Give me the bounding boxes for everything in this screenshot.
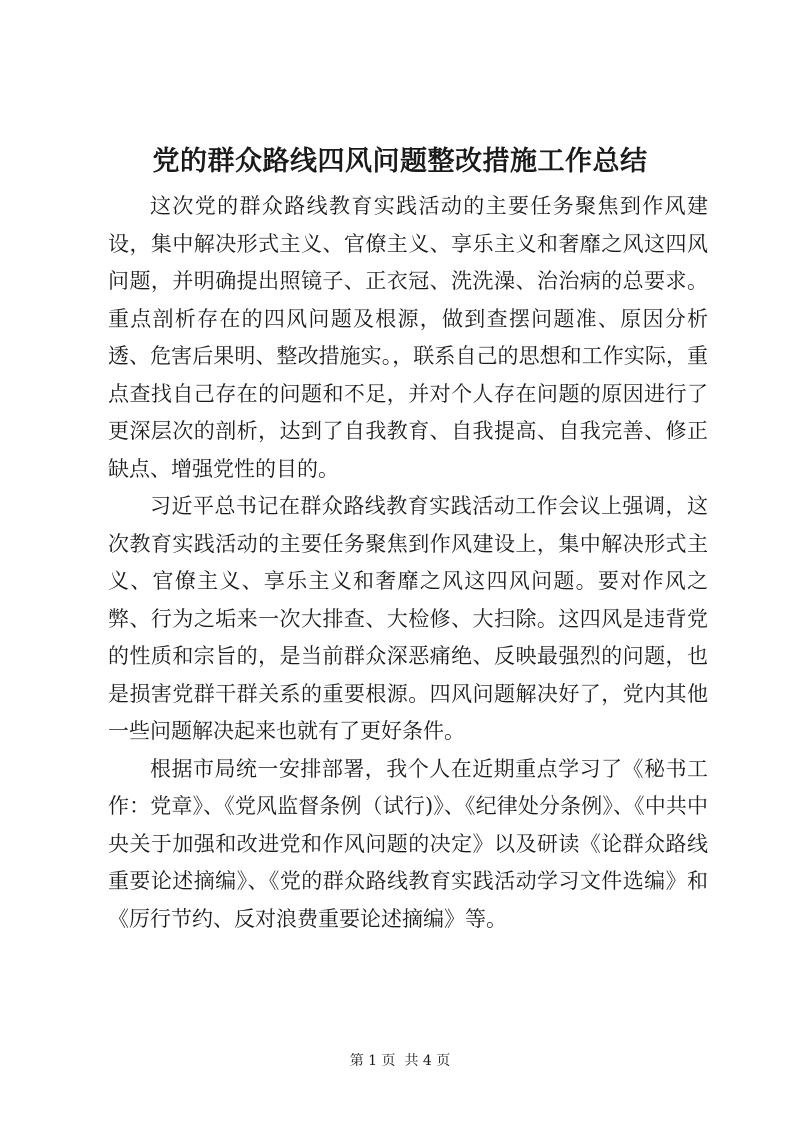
- paragraph-3: 根据市局统一安排部署，我个人在近期重点学习了《秘书工作：党章》、《党风监督条例（试行)》、《纪律处分条例》、《中共中央关于加强和改进党和作风问题的决定》以及研读《论群众路线重要论述摘编》、《党的群众路线教育实践活动学习文件选编》和《厉行节约、反对浪费重要论述摘编》等。: [108, 756, 708, 931]
- document-title: 党的群众路线四风问题整改措施工作总结: [152, 146, 648, 177]
- paragraph-2: 习近平总书记在群众路线教育实践活动工作会议上强调，这次教育实践活动的主要任务聚焦到作风建设上，集中解决形式主义、官僚主义、享乐主义和奢靡之风这四风问题。要对作风之弊、行为之垢来一次大排查、大检修、大扫除。这四风是违背党的性质和宗旨的，是当前群众深恶痛绝、反映最强烈的问题，也是损害党群干群关系的重要根源。四风问题解决好了，党内其他一些问题解决起来也就有了更好条件。: [108, 494, 708, 743]
- page-number-footer: 第 1 页 共 4 页: [349, 1053, 451, 1069]
- paragraph-1: 这次党的群众路线教育实践活动的主要任务聚焦到作风建设，集中解决形式主义、官僚主义、享乐主义和奢靡之风这四风问题，并明确提出照镜子、正衣冠、洗洗澡、治治病的总要求。重点剖析存在的四风问题及根源，做到查摆问题准、原因分析透、危害后果明、整改措施实。，联系自己的思想和工作实际，重点查找自己存在的问题和不足，并对个人存在问题的原因进行了更深层次的剖析，达到了自我教育、自我提高、自我完善、修正缺点、增强党性的目的。: [108, 194, 708, 481]
- document-body: [108, 188, 708, 938]
